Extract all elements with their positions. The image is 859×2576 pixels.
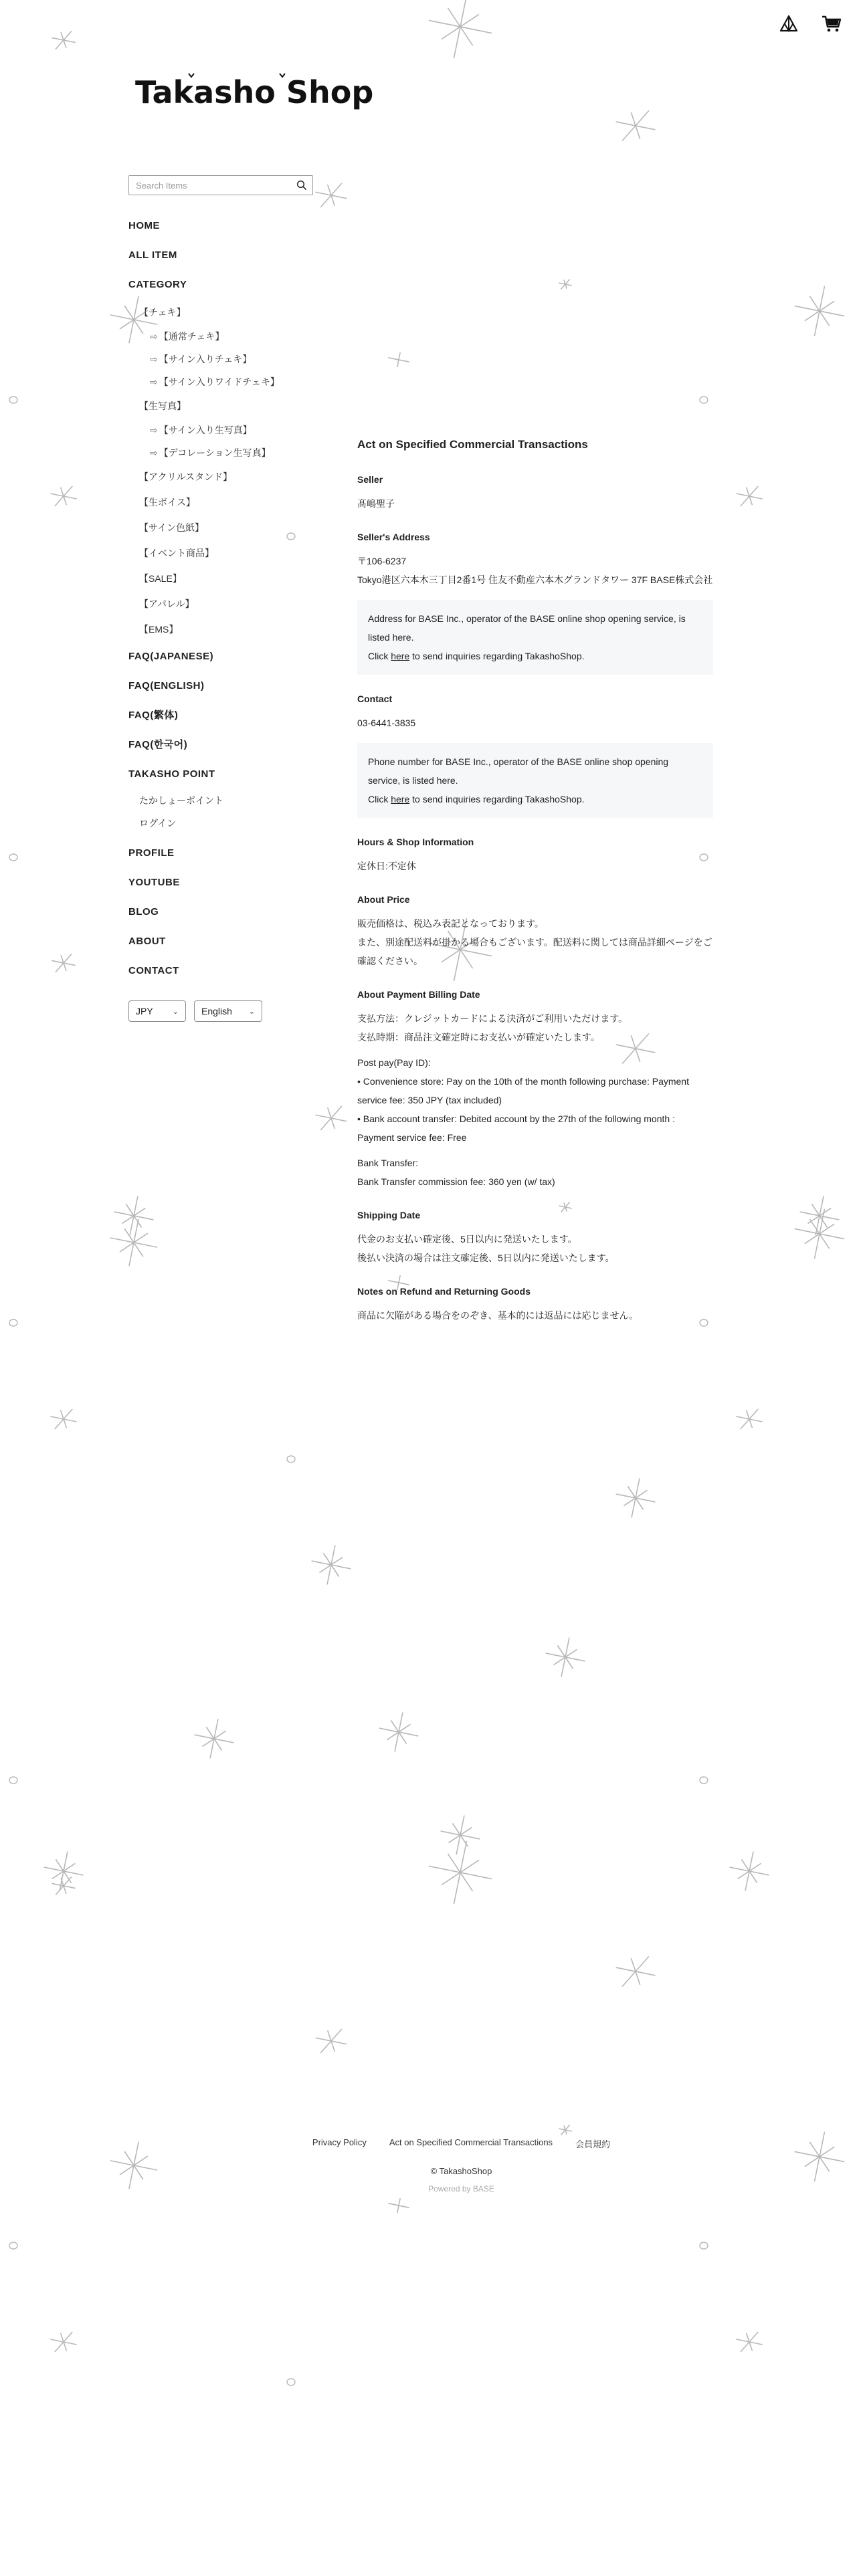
category-item[interactable] [128,441,322,464]
category-item[interactable] [128,566,322,591]
sidebar [128,175,322,1022]
footer-copyright: © TakashoShop [430,2166,492,2176]
circle-decoration [9,397,17,403]
phone-note-text: Phone number for BASE Inc., operator of the BASE online shop opening service, is listed here. [368,756,669,786]
chevron-down-icon: ⌄ [248,1007,255,1016]
header-icons [777,12,843,35]
address-line: Tokyo港区六本木三丁目2番1号 住友不動産六本木グランドタワー 37F BASE株式会社 [357,574,713,585]
shipping-heading: Shipping Date [357,1210,421,1220]
main-content [357,438,713,1344]
sparkle-icon [546,1638,585,1677]
payment-section [357,989,713,1191]
phone-number: 03-6441-3835 [357,718,416,728]
mountain-icon[interactable] [777,12,800,35]
postpay-bank: • Bank account transfer: Debited account by the 27th of the following month : Payment service fee: Free [357,1113,675,1143]
refund-text: 商品に欠陥がある場合をのぞき、基本的には返品には応じません。 [357,1310,639,1321]
category-item[interactable] [128,464,322,490]
bank-title: Bank Transfer: [357,1158,419,1168]
sparkle-icon [616,1479,656,1518]
nav-youtube[interactable]: YOUTUBE [128,877,180,888]
category-item[interactable] [128,325,322,348]
category-item[interactable] [128,540,322,566]
circle-decoration [287,1456,295,1463]
address-heading: Seller's Address [357,532,430,542]
category-label: 【チェキ】 [139,307,186,318]
category-item[interactable] [128,617,322,642]
shipping-section [357,1210,713,1267]
sparkle-icon [312,1545,351,1585]
category-item[interactable] [128,591,322,617]
arrow-right-icon: ⇨ [150,425,158,435]
sparkle-icon [52,31,75,49]
sparkle-icon [429,0,492,58]
refund-section [357,1286,713,1325]
sparkle-icon [388,352,409,367]
payment-method: 支払方法：クレジットカードによる決済がご利用いただけます。 [357,1013,628,1024]
locale-selectors [128,1000,322,1022]
cart-icon[interactable] [820,12,843,35]
address-section [357,532,713,675]
sparkle-icon [736,1409,762,1429]
category-item[interactable] [128,370,322,393]
language-value: English [201,1006,232,1016]
page-title: Act on Specified Commercial Transactions [357,438,588,451]
sparkle-icon [379,1713,419,1752]
sparkle-icon [730,1852,769,1891]
circle-decoration [9,2242,17,2249]
inquiry-link[interactable]: here [391,651,410,661]
circle-decoration [9,1777,17,1784]
footer-commercial-transactions[interactable]: Act on Specified Commercial Transactions [389,2137,553,2147]
arrow-right-icon: ⇨ [150,447,158,458]
category-label: 【SALE】 [139,573,182,584]
nav-faq-traditional-chinese[interactable]: FAQ(繁体) [128,710,179,721]
hours-text: 定休日:不定休 [357,861,416,871]
nav-faq-english[interactable]: FAQ(ENGLISH) [128,680,205,691]
category-item[interactable] [128,515,322,540]
sparkle-icon [559,280,572,290]
seller-section [357,474,713,513]
category-list [128,300,322,642]
nav-point-balance[interactable]: たかしょーポイント [139,795,223,806]
seller-heading: Seller [357,474,383,485]
arrow-right-icon: ⇨ [150,331,158,342]
language-select[interactable] [194,1000,262,1022]
sparkle-icon [52,1877,75,1895]
hours-heading: Hours & Shop Information [357,837,474,847]
sparkle-icon [795,286,844,336]
phone-note [357,743,713,818]
nav-all-item[interactable]: ALL ITEM [128,249,177,261]
sparkle-icon [114,1196,154,1236]
contact-heading: Contact [357,693,393,704]
nav-faq-japanese[interactable]: FAQ(JAPANESE) [128,651,214,662]
bank-fee: Bank Transfer commission fee: 360 yen (w/ tax) [357,1176,555,1187]
shipping-text-2: 後払い決済の場合は注文確定後、5日以内に発送いたします。 [357,1253,615,1263]
footer-links [64,2137,859,2150]
category-label: 【デコレーション生写真】 [159,447,271,458]
sparkle-icon [315,1106,347,1130]
price-heading: About Price [357,894,410,905]
hours-section [357,837,713,875]
sparkle-icon [736,2332,762,2352]
sparkle-icon [559,2125,572,2135]
price-section [357,894,713,970]
price-text-2: また、別途配送料が掛かる場合もございます。配送料に関しては商品詳細ページをご確認ください。 [357,937,712,966]
search-icon[interactable] [296,180,307,191]
circle-decoration [700,2242,708,2249]
category-label: 【サイン入り生写真】 [159,425,252,435]
address-note [357,600,713,675]
refund-heading: Notes on Refund and Returning Goods [357,1286,531,1297]
arrow-right-icon: ⇨ [150,354,158,364]
footer-privacy-policy[interactable]: Privacy Policy [312,2137,367,2147]
nav-profile[interactable]: PROFILE [128,847,175,859]
category-label: 【EMS】 [139,624,179,635]
category-label: 【サイン入りチェキ】 [159,354,252,364]
shipping-text-1: 代金のお支払い確定後、5日以内に発送いたします。 [357,1234,577,1245]
category-label: 【通常チェキ】 [159,331,225,342]
nav-faq-korean[interactable]: FAQ(한국어) [128,739,188,750]
category-label: 【イベント商品】 [139,548,214,558]
currency-value: JPY [136,1006,153,1016]
price-text-1: 販売価格は、税込み表記となっております。 [357,918,544,929]
payment-timing: 支払時期：商品注文確定時にお支払いが確定いたします。 [357,1032,600,1043]
circle-decoration [9,1319,17,1326]
footer [0,2137,859,2193]
circle-decoration [700,1777,708,1784]
arrow-right-icon: ⇨ [150,377,158,387]
inquiry-link[interactable]: here [391,794,410,804]
shop-logo[interactable] [134,68,374,118]
contact-section [357,693,713,818]
sparkle-icon [195,1719,234,1759]
postpay-convenience: • Convenience store: Pay on the 10th of the month following purchase: Payment service fee: 350 JPY (tax included) [357,1076,689,1105]
nav-category[interactable]: CATEGORY [128,279,187,290]
inquiry-text: to send inquiries regarding TakashoShop. [409,651,585,661]
sparkle-icon [50,486,76,506]
sparkle-icon [50,2332,76,2352]
sparkle-icon [616,1957,656,1987]
address-zip: 〒106-6237 [357,556,407,566]
payment-heading: About Payment Billing Date [357,989,480,1000]
sparkle-icon [50,1409,76,1429]
logo-text: Takasho Shop [135,74,374,110]
sparkle-icon [616,111,656,141]
nav-login[interactable]: ログイン [139,818,177,829]
seller-name: 髙嶋聖子 [357,498,395,509]
category-label: 【アクリルスタンド】 [139,471,233,482]
chevron-down-icon: ⌄ [172,1007,179,1016]
category-label: 【サイン入りワイドチェキ】 [159,377,280,387]
category-item[interactable] [128,393,322,419]
address-note-text: Address for BASE Inc., operator of the BASE online shop opening service, is listed here. [368,613,686,643]
search-input[interactable] [134,180,296,191]
sparkle-icon [800,1196,840,1236]
circle-decoration [287,2379,295,2385]
nav-takasho-point[interactable]: TAKASHO POINT [128,768,215,780]
sparkle-icon [315,2029,347,2053]
sparkle-icon [388,2198,409,2213]
category-label: 【生ボイス】 [139,497,195,508]
nav-home[interactable]: HOME [128,220,160,231]
sparkle-icon [736,486,762,506]
circle-decoration [700,397,708,403]
postpay-title: Post pay(Pay ID): [357,1057,431,1068]
category-item[interactable] [128,490,322,515]
inquiry-text: to send inquiries regarding TakashoShop. [409,794,585,804]
category-label: 【生写真】 [139,401,186,411]
click-text: Click [368,794,391,804]
nav-contact[interactable]: CONTACT [128,965,179,976]
category-label: 【アパレル】 [139,599,195,609]
sparkle-icon [110,1219,158,1267]
click-text: Click [368,651,391,661]
footer-powered-by[interactable]: Powered by BASE [428,2184,494,2193]
sparkle-icon [52,954,75,972]
circle-decoration [9,854,17,861]
nav-blog[interactable]: BLOG [128,906,159,918]
currency-select[interactable] [128,1000,186,1022]
footer-member-terms[interactable]: 会員規約 [575,2139,611,2149]
category-label: 【サイン色紙】 [139,522,205,533]
nav-about[interactable]: ABOUT [128,936,166,947]
sparkle-icon [441,1816,480,1855]
search-box[interactable] [128,175,313,195]
category-item[interactable] [128,348,322,370]
category-item[interactable] [128,300,322,325]
sparkle-icon [429,1841,492,1904]
category-item[interactable] [128,419,322,441]
